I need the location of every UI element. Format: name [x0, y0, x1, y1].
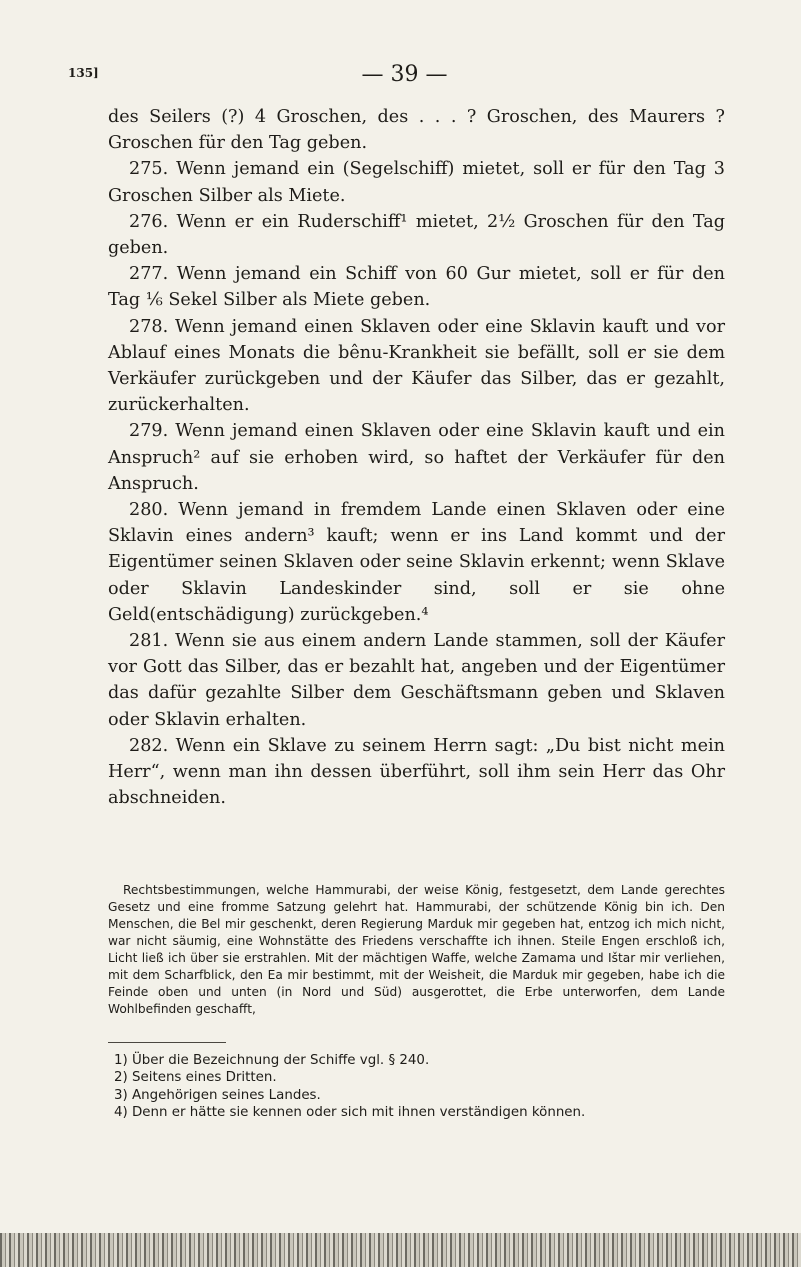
footnotes — [110, 1052, 727, 1122]
footnote-2: 2) Seitens eines Dritten. — [114, 1070, 277, 1086]
main-text — [108, 104, 725, 811]
paragraph-277: 277. Wenn jemand ein Schiff von 60 Gur mietet, soll er für den Tag ⅙ Sekel Silber als Miete geben. — [108, 264, 725, 311]
paragraph-276: 276. Wenn er ein Ruderschiff¹ mietet, 2½ Groschen für den Tag geben. — [108, 211, 725, 259]
paragraph-282: 282. Wenn ein Sklave zu seinem Herrn sagt: „Du bist nicht mein Herr“, wenn man ihn dessen überführt, soll ihm sein Herr das Ohr abschneiden. — [108, 735, 725, 809]
epilogue-text — [108, 882, 725, 1018]
epilogue-paragraph: Rechtsbestimmungen, welche Hammurabi, der weise König, festgesetzt, dem Lande gerechtes Gesetz und eine fromme Satzung gelehrt hat. Hammurabi, der schützende König bin ich. Den Menschen, die Bel mir geschenkt, deren Regierung Marduk mir gegeben hat, entzog ich mich nicht, war nicht säumig, eine Wohnstätte des Friedens verschaffte ich ihnen. Steile Engen erschloß ich, Licht ließ ich über sie erstrahlen. Mit der mächtigen Waffe, welche Zamama und Ištar mir verliehen, mit dem Scharfblick, den Ea mir bestimmt, mit der Weisheit, die Marduk mir gegeben, habe ich die Feinde oben und unten (in Nord und Süd) ausgerottet, die Erbe unterworfen, dem Lande Wohlbefinden geschafft, — [108, 883, 725, 1016]
paragraph-intro: des Seilers (?) 4 Groschen, des . . . ? Groschen, des Maurers ? Groschen für den Tag geben. — [108, 107, 725, 154]
paragraph-280: 280. Wenn jemand in fremdem Lande einen Sklaven oder eine Sklavin eines andern³ kauft; wenn er ins Land kommt und der Eigentümer seinen Sklaven oder seine Sklavin erkennt; wenn Sklave oder Sklavin Landeskinder sind, soll er sie ohne Geld(entschädigung) zurückgeben.⁴ — [108, 500, 725, 625]
paragraph-281: 281. Wenn sie aus einem andern Lande stammen, soll der Käufer vor Gott das Silber, das er bezahlt hat, angeben und der Eigentümer das dafür gezahlte Silber dem Geschäftsmann geben und Sklaven oder Sklavin erhalten. — [108, 631, 725, 730]
footnote-divider — [108, 1042, 226, 1043]
footnote-3: 3) Angehörigen seines Landes. — [114, 1087, 321, 1103]
page-number: — 39 — — [361, 62, 448, 87]
section-reference: 135] — [68, 66, 99, 80]
paragraph-278: 278. Wenn jemand einen Sklaven oder eine Sklavin kauft und vor Ablauf eines Monats die bênu-Krankheit sie befällt, soll er sie dem Verkäufer zurückgeben und der Käufer das Silber, das er gezahlt, zurückerhalten. — [108, 316, 725, 416]
page-header — [68, 62, 741, 92]
paragraph-279: 279. Wenn jemand einen Sklaven oder eine Sklavin kauft und ein Anspruch² auf sie erhoben wird, so haftet der Verkäufer für den Anspruch. — [108, 421, 725, 494]
footnote-4: 4) Denn er hätte sie kennen oder sich mit ihnen verständigen können. — [114, 1105, 586, 1121]
scan-edge — [0, 1233, 801, 1267]
footnote-1: 1) Über die Bezeichnung der Schiffe vgl. § 240. — [114, 1053, 430, 1068]
paragraph-275: 275. Wenn jemand ein (Segelschiff) mietet, soll er für den Tag 3 Groschen Silber als Miete. — [108, 159, 725, 206]
